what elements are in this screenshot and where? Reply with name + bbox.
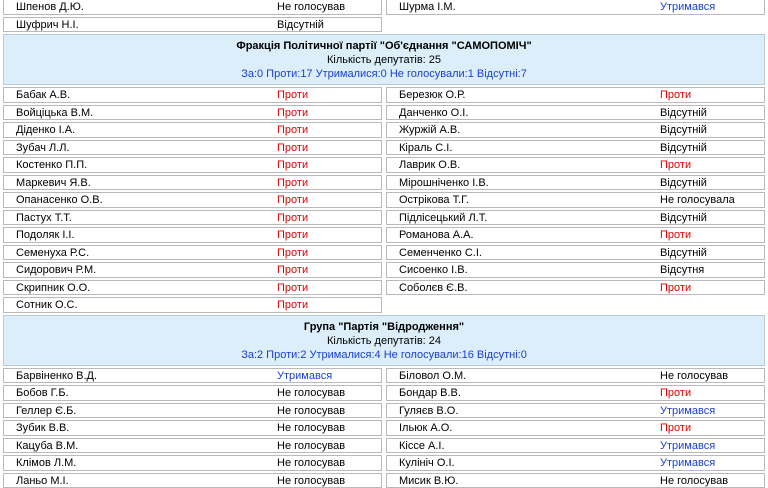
vote-result: Відсутній	[660, 246, 707, 260]
vote-result: Утримався	[660, 0, 715, 14]
deputy-cell	[3, 455, 382, 471]
deputy-cell	[386, 210, 765, 226]
vote-result: Проти	[660, 228, 691, 242]
vote-result: Утримався	[660, 439, 715, 453]
deputy-name: Біловол О.М.	[399, 369, 466, 383]
deputy-count: Кількість депутатів: 24	[4, 334, 764, 348]
vote-result: Проти	[277, 211, 308, 225]
vote-result: Проти	[277, 228, 308, 242]
deputy-name: Барвіненко В.Д.	[16, 369, 97, 383]
deputy-cell	[386, 87, 765, 103]
vote-result: Проти	[277, 106, 308, 120]
deputy-name: Пастух Т.Т.	[16, 211, 72, 225]
faction-title: Фракція Політичної партії "Об'єднання "САМОПОМІЧ"	[4, 39, 764, 53]
vote-result: Проти	[277, 263, 308, 277]
vote-result: Не голосував	[277, 404, 345, 418]
deputy-cell	[386, 438, 765, 454]
deputy-cell	[3, 420, 382, 436]
vote-result: Не голосував	[277, 0, 345, 14]
deputy-cell	[3, 122, 382, 138]
deputy-cell	[386, 403, 765, 419]
vote-result: Утримався	[660, 456, 715, 470]
deputy-cell	[386, 140, 765, 156]
vote-result: Відсутній	[660, 141, 707, 155]
deputy-cell	[3, 157, 382, 173]
vote-result: Проти	[277, 246, 308, 260]
deputy-name: Шпенов Д.Ю.	[16, 0, 84, 14]
deputy-cell	[3, 227, 382, 243]
deputy-cell	[3, 105, 382, 121]
deputy-cell	[3, 473, 382, 488]
vote-result: Відсутній	[660, 123, 707, 137]
deputy-name: Лаврик О.В.	[399, 158, 460, 172]
vote-result: Проти	[277, 88, 308, 102]
deputy-name: Кулініч О.І.	[399, 456, 455, 470]
deputy-cell	[3, 210, 382, 226]
deputy-name: Семенченко С.І.	[399, 246, 482, 260]
deputy-name: Гуляєв В.О.	[399, 404, 458, 418]
deputy-name: Сотник О.С.	[16, 298, 78, 312]
deputy-name: Мисик В.Ю.	[399, 474, 458, 488]
faction-header	[3, 34, 765, 85]
deputy-name: Клімов Л.М.	[16, 456, 76, 470]
deputy-name: Маркевич Я.В.	[16, 176, 91, 190]
deputy-cell	[386, 368, 765, 384]
vote-summary: За:2 Проти:2 Утрималися:4 Не голосували:16 Відсутні:0	[4, 348, 764, 362]
vote-result: Не голосував	[277, 421, 345, 435]
deputy-cell	[386, 0, 765, 15]
vote-result: Не голосував	[277, 439, 345, 453]
deputy-name: Семенуха Р.С.	[16, 246, 89, 260]
vote-result: Утримався	[660, 404, 715, 418]
vote-result: Проти	[277, 123, 308, 137]
deputy-name: Кіссе А.І.	[399, 439, 445, 453]
vote-result: Відсутній	[660, 176, 707, 190]
deputy-cell	[3, 175, 382, 191]
deputy-cell	[3, 403, 382, 419]
deputy-cell	[3, 245, 382, 261]
deputy-name: Березюк О.Р.	[399, 88, 465, 102]
deputy-name: Зубик В.В.	[16, 421, 69, 435]
deputy-name: Войціцька В.М.	[16, 106, 93, 120]
deputy-name: Бабак А.В.	[16, 88, 70, 102]
deputy-name: Острікова Т.Г.	[399, 193, 469, 207]
deputy-name: Діденко І.А.	[16, 123, 75, 137]
vote-result: Не голосував	[660, 474, 728, 488]
deputy-name: Геллер Є.Б.	[16, 404, 76, 418]
deputy-name: Бобов Г.Б.	[16, 386, 69, 400]
deputy-name: Шурма І.М.	[399, 0, 456, 14]
empty-cell	[386, 297, 765, 313]
deputy-cell	[386, 280, 765, 296]
deputy-name: Шуфрич Н.І.	[16, 18, 79, 32]
deputy-cell	[3, 17, 382, 33]
deputy-cell	[3, 297, 382, 313]
vote-result: Проти	[277, 193, 308, 207]
deputy-name: Зубач Л.Л.	[16, 141, 70, 155]
deputy-cell	[386, 227, 765, 243]
vote-result: Проти	[277, 281, 308, 295]
vote-result: Проти	[277, 158, 308, 172]
deputy-cell	[3, 280, 382, 296]
vote-result: Проти	[660, 281, 691, 295]
deputy-name: Мірошніченко І.В.	[399, 176, 489, 190]
vote-result: Відсутній	[277, 18, 324, 32]
deputy-name: Опанасенко О.В.	[16, 193, 103, 207]
vote-result: Не голосував	[277, 386, 345, 400]
top-rows	[0, 0, 768, 32]
deputy-cell	[3, 0, 382, 15]
deputy-name: Бондар В.В.	[399, 386, 461, 400]
deputy-name: Ільюк А.О.	[399, 421, 452, 435]
deputy-cell	[386, 455, 765, 471]
deputy-name: Сисоенко І.В.	[399, 263, 468, 277]
vote-result: Утримався	[277, 369, 332, 383]
vote-result: Відсутній	[660, 106, 707, 120]
vote-result: Проти	[277, 141, 308, 155]
deputy-name: Подоляк І.І.	[16, 228, 75, 242]
deputy-name: Журжій А.В.	[399, 123, 460, 137]
vote-result: Проти	[660, 88, 691, 102]
faction-members	[0, 368, 768, 488]
deputy-cell	[386, 157, 765, 173]
empty-cell	[386, 17, 765, 33]
deputy-name: Сидорович Р.М.	[16, 263, 96, 277]
vote-result: Не голосував	[660, 369, 728, 383]
deputy-cell	[386, 105, 765, 121]
faction-header	[3, 315, 765, 366]
deputy-cell	[3, 262, 382, 278]
vote-result: Проти	[660, 158, 691, 172]
vote-result: Проти	[277, 176, 308, 190]
deputy-cell	[386, 473, 765, 488]
deputy-name: Підлісецький Л.Т.	[399, 211, 487, 225]
deputy-cell	[386, 385, 765, 401]
vote-summary: За:0 Проти:17 Утрималися:0 Не голосували:1 Відсутні:7	[4, 67, 764, 81]
deputy-cell	[386, 262, 765, 278]
deputy-cell	[386, 245, 765, 261]
vote-result: Відсутній	[660, 211, 707, 225]
deputy-name: Соболєв Є.В.	[399, 281, 468, 295]
deputy-cell	[386, 192, 765, 208]
deputy-name: Кіраль С.І.	[399, 141, 452, 155]
deputy-cell	[3, 87, 382, 103]
deputy-name: Ланьо М.І.	[16, 474, 69, 488]
vote-result: Проти	[660, 421, 691, 435]
deputy-cell	[3, 192, 382, 208]
vote-result: Не голосував	[277, 474, 345, 488]
deputy-name: Кацуба В.М.	[16, 439, 78, 453]
deputy-name: Скрипник О.О.	[16, 281, 90, 295]
faction-members	[0, 87, 768, 313]
deputy-cell	[3, 368, 382, 384]
deputy-cell	[3, 438, 382, 454]
vote-result: Проти	[660, 386, 691, 400]
faction-title: Група "Партія "Відродження"	[4, 320, 764, 334]
deputy-name: Данченко О.І.	[399, 106, 468, 120]
deputy-name: Костенко П.П.	[16, 158, 87, 172]
deputy-name: Романова А.А.	[399, 228, 474, 242]
deputy-count: Кількість депутатів: 25	[4, 53, 764, 67]
deputy-cell	[3, 385, 382, 401]
vote-result: Не голосувала	[660, 193, 735, 207]
deputy-cell	[386, 122, 765, 138]
deputy-cell	[386, 420, 765, 436]
deputy-cell	[386, 175, 765, 191]
vote-result: Відсутня	[660, 263, 704, 277]
deputy-cell	[3, 140, 382, 156]
vote-result: Проти	[277, 298, 308, 312]
vote-result: Не голосував	[277, 456, 345, 470]
